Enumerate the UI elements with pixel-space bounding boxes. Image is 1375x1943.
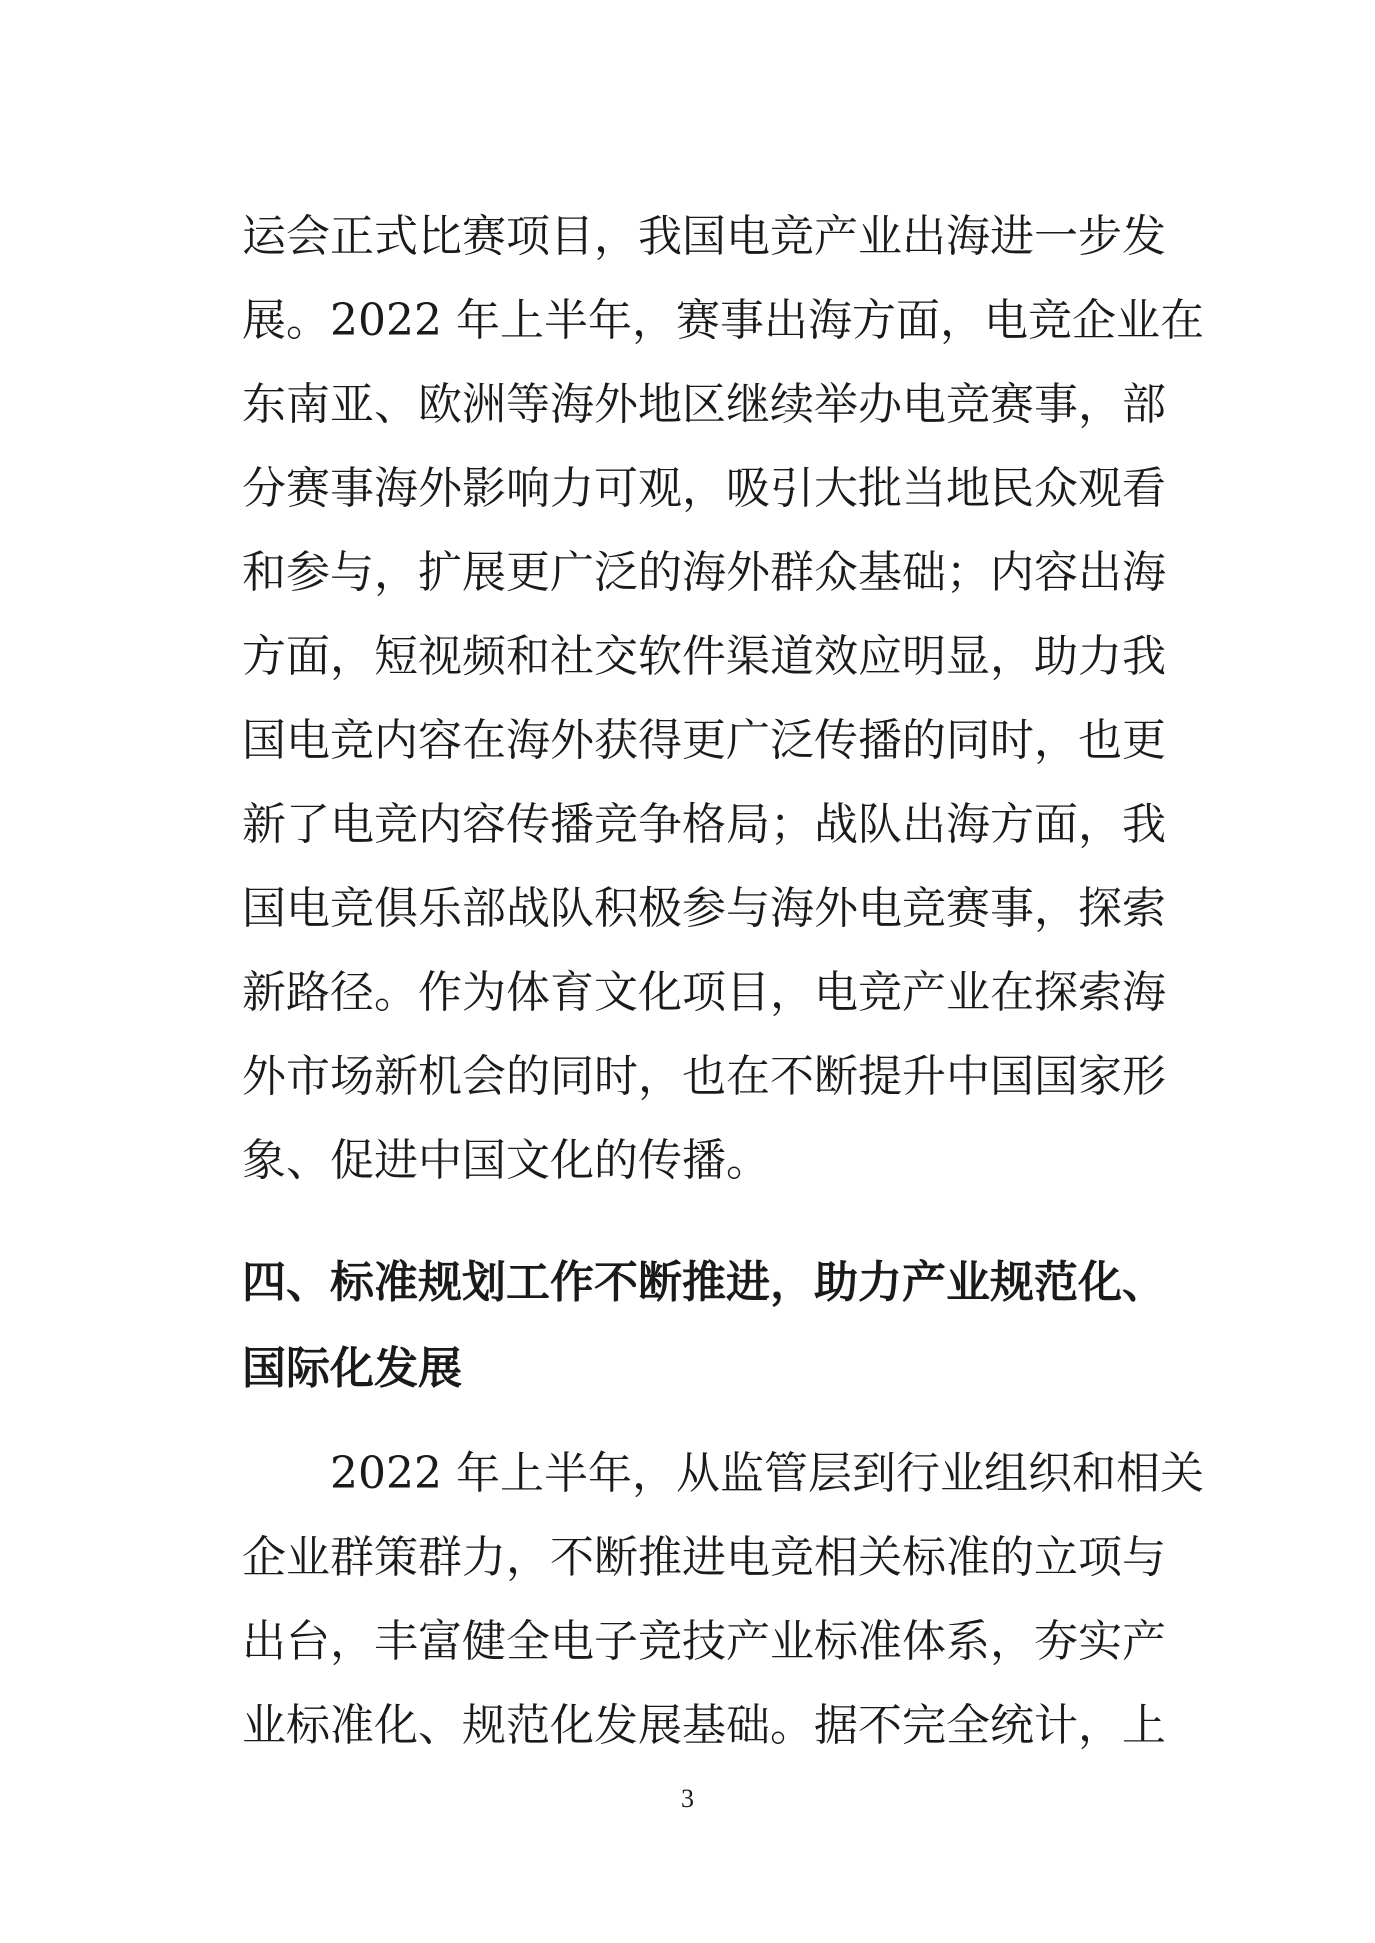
heading-line: 四、标准规划工作不断推进，助力产业规范化、: [242, 1257, 1166, 1308]
paragraph-line: 2022 年上半年，从监管层到行业组织和相关: [330, 1448, 1204, 1499]
page-number: 3: [681, 1784, 694, 1813]
body-paragraph: [242, 195, 1204, 1203]
paragraph-line: 国电竞内容在海外获得更广泛传播的同时，也更: [242, 715, 1166, 766]
paragraph-line: 和参与，扩展更广泛的海外群众基础；内容出海: [242, 547, 1166, 598]
paragraph-line: 展。2022 年上半年，赛事出海方面，电竞企业在: [242, 295, 1204, 346]
paragraph-line: 新了电竞内容传播竞争格局；战队出海方面，我: [242, 799, 1166, 850]
paragraph-line: 业标准化、规范化发展基础。据不完全统计，上: [242, 1700, 1166, 1751]
paragraph-line: 企业群策群力，不断推进电竞相关标准的立项与: [242, 1532, 1166, 1583]
paragraph-line: 方面，短视频和社交软件渠道效应明显，助力我: [242, 631, 1166, 682]
body-paragraph: [242, 1432, 1204, 1768]
section-heading: [242, 1240, 1166, 1412]
paragraph-line: 象、促进中国文化的传播。: [242, 1135, 770, 1186]
paragraph-line: 国电竞俱乐部战队积极参与海外电竞赛事，探索: [242, 883, 1166, 934]
paragraph-line: 运会正式比赛项目，我国电竞产业出海进一步发: [242, 211, 1166, 262]
paragraph-line: 新路径。作为体育文化项目，电竞产业在探索海: [242, 967, 1166, 1018]
paragraph-line: 分赛事海外影响力可观，吸引大批当地民众观看: [242, 463, 1166, 514]
paragraph-line: 东南亚、欧洲等海外地区继续举办电竞赛事，部: [242, 379, 1166, 430]
heading-line: 国际化发展: [242, 1343, 462, 1394]
paragraph-line: 出台，丰富健全电子竞技产业标准体系，夯实产: [242, 1616, 1166, 1667]
paragraph-line: 外市场新机会的同时，也在不断提升中国国家形: [242, 1051, 1166, 1102]
